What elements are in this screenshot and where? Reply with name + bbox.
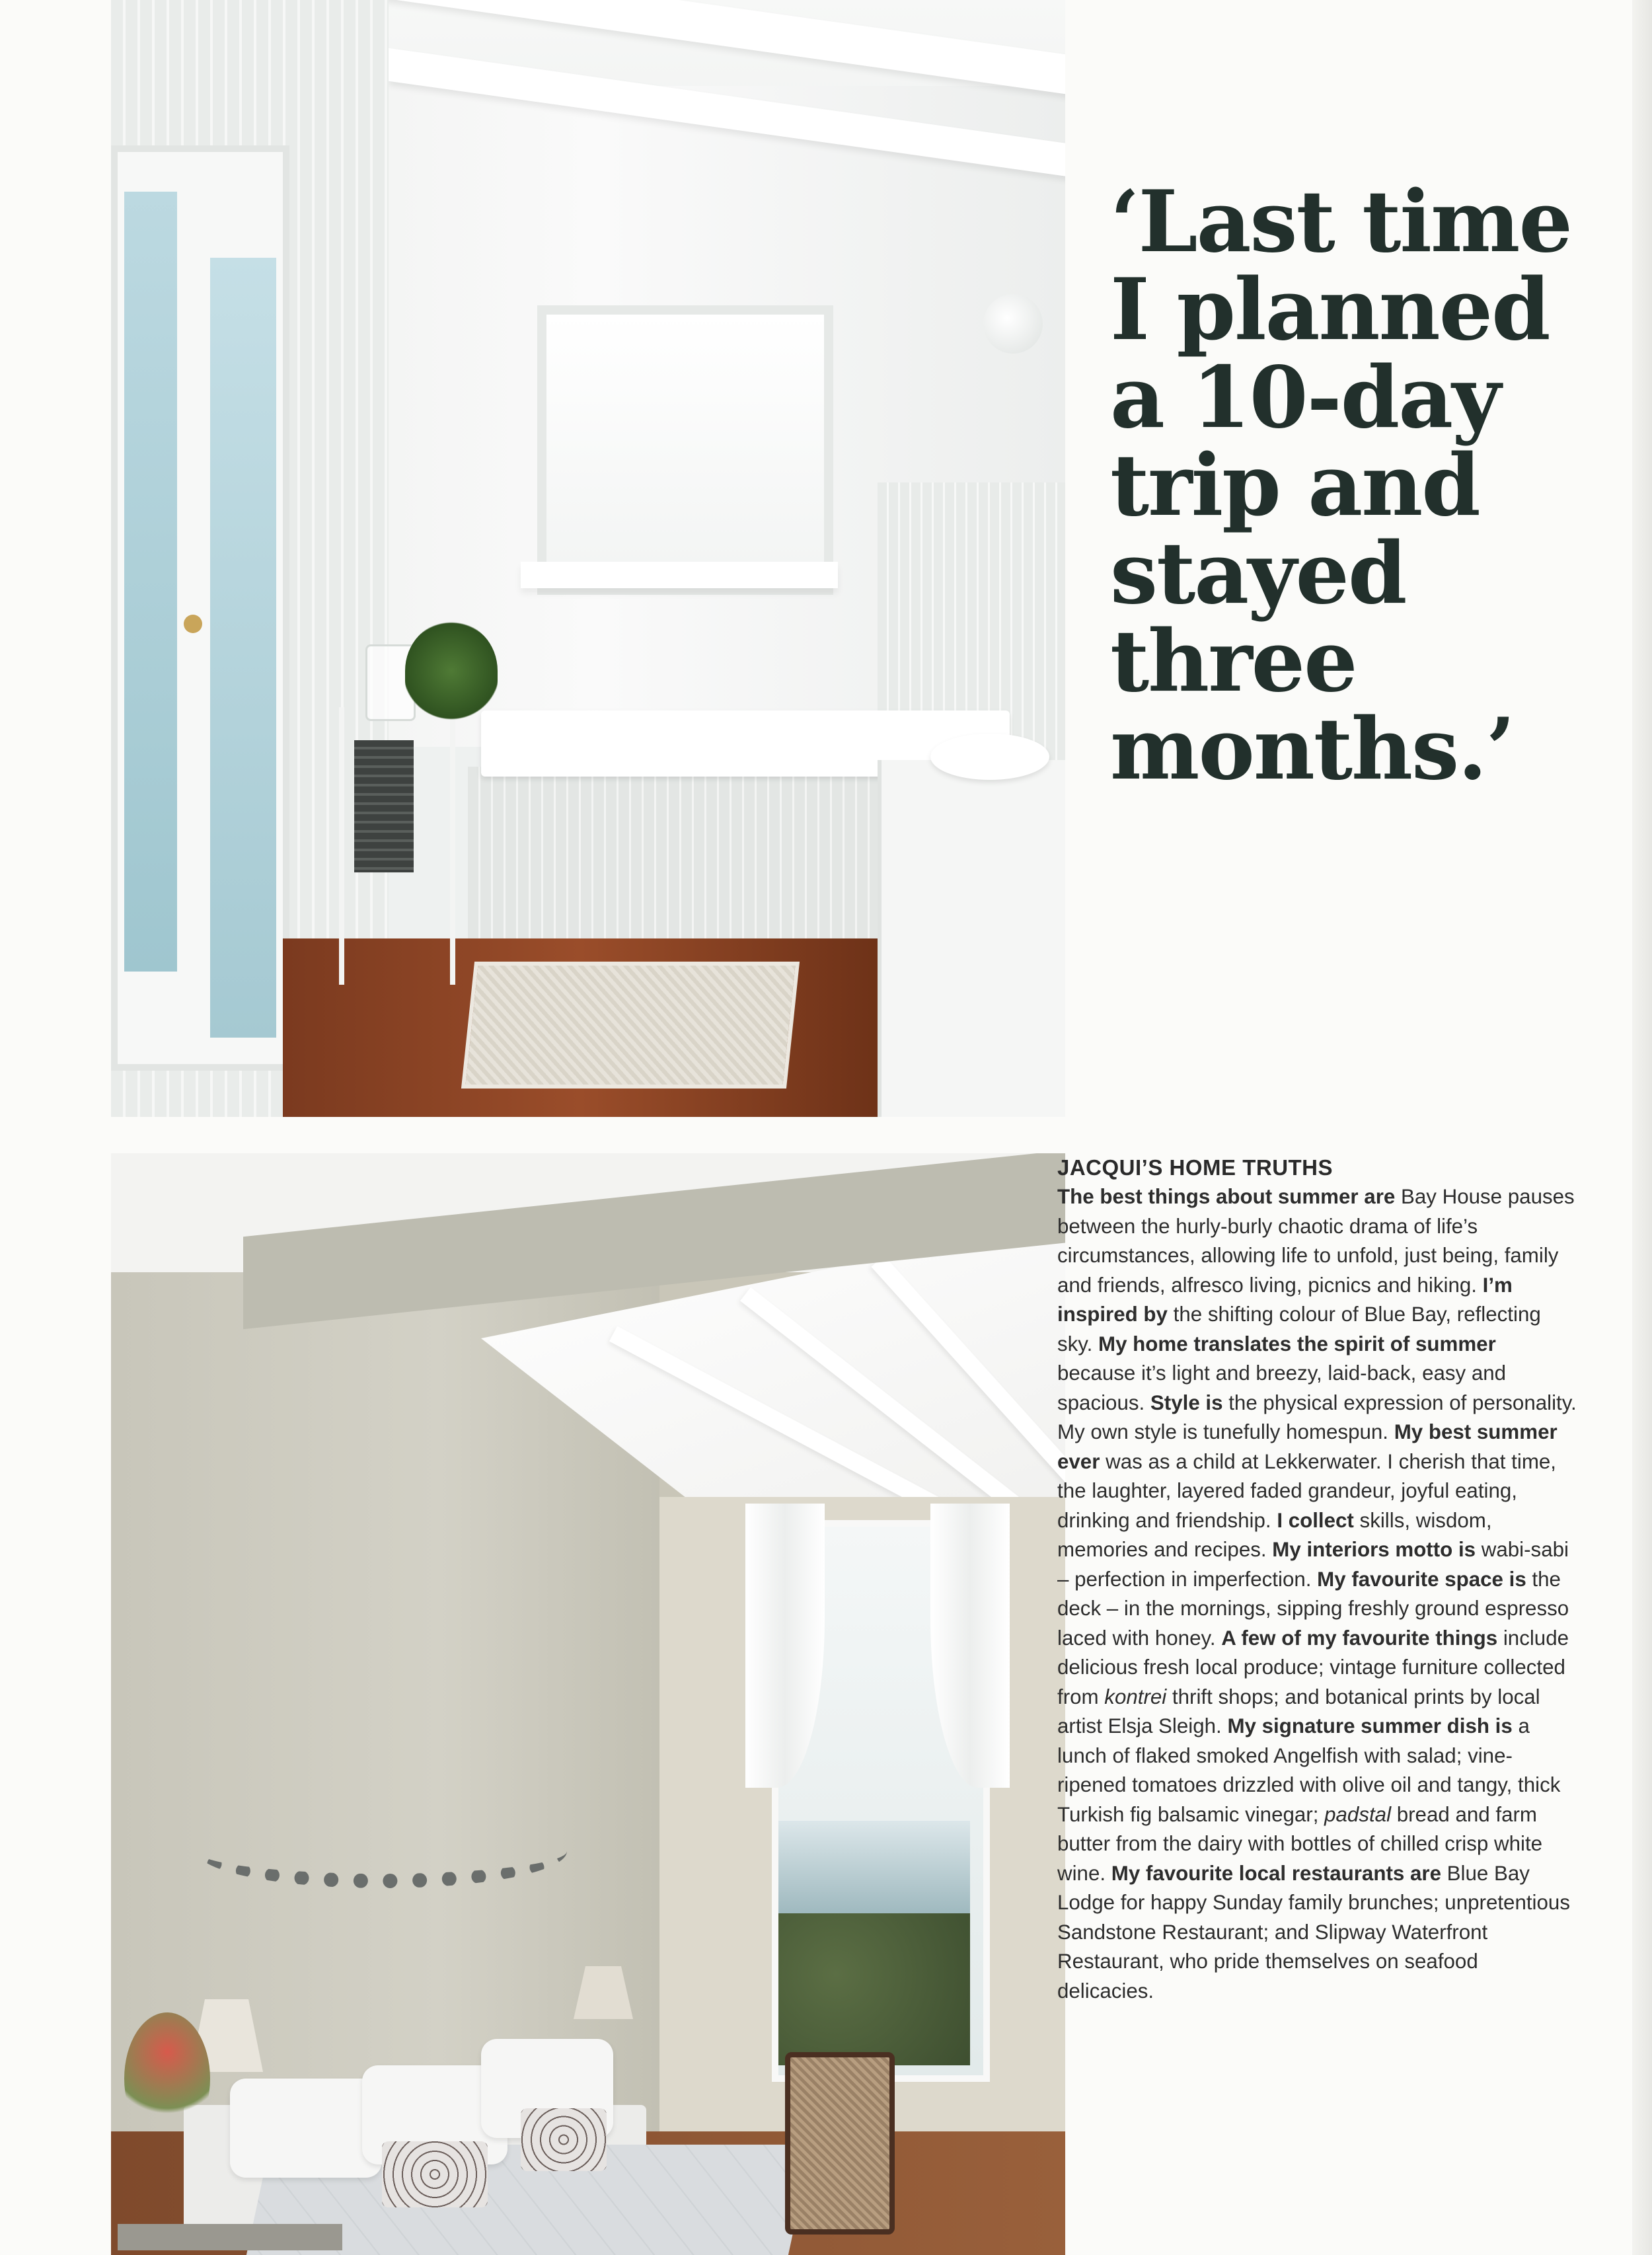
quote-line: months.’	[1110, 700, 1515, 799]
body-text: thrift shops; and botanical prints by local artist Elsja Sleigh.	[1057, 1685, 1540, 1738]
plant-icon	[405, 621, 498, 720]
bedroom-photo	[111, 1153, 1065, 2255]
glass-door	[111, 145, 289, 1071]
wash-basin	[930, 734, 1049, 780]
quote-line: ‘Last time	[1110, 172, 1571, 272]
home-truths-body	[1057, 1182, 1579, 2006]
lead-in: A few of my favourite things	[1221, 1626, 1498, 1650]
stone-garland	[197, 1814, 567, 1888]
body-text: was as a child at Lekkerwater. I cherish that time, the laughter, layered faded grandeur, joyful eating, drinking and friendship.	[1057, 1449, 1556, 1532]
floral-cushion	[521, 2108, 607, 2171]
home-truths-column	[1057, 1153, 1579, 2006]
flowers-icon	[124, 2012, 210, 2145]
armchair	[785, 2052, 895, 2235]
quote-line: I planned	[1110, 260, 1550, 360]
page-edge-shadow	[1632, 0, 1652, 2255]
quote-line: a 10-day	[1110, 348, 1500, 447]
lead-in: I collect	[1277, 1508, 1354, 1532]
pull-quote	[1110, 172, 1612, 799]
door-glass-pane	[210, 258, 276, 1038]
lead-in: My signature summer dish is	[1227, 1714, 1513, 1738]
door-glass-pane	[124, 192, 177, 972]
body-text: the physical expression of personality. My own style is tunefully homespun.	[1057, 1391, 1577, 1443]
body-text: Bay House pauses between the hurly-burly chaotic drama of life’s circumstances, allowing life to unfold, just being, family and friends, alfresco living, picnics and hiking.	[1057, 1185, 1575, 1297]
vanity-counter	[878, 760, 1065, 1117]
lead-in: My interiors motto is	[1272, 1538, 1476, 1561]
bathtub-panel	[468, 767, 944, 945]
italic-term: padstal	[1324, 1802, 1392, 1826]
floral-cushion	[382, 2141, 488, 2207]
quote-line: trip and	[1110, 436, 1480, 535]
body-text: bread and farm butter from the dairy with bottles of chilled crisp white wine.	[1057, 1802, 1543, 1885]
garden-view	[778, 1913, 970, 2065]
bedside-table	[118, 2224, 342, 2250]
lead-in: The best things about summer are	[1057, 1185, 1396, 1208]
wall-lamp-icon	[983, 294, 1043, 354]
lead-in: My home translates the spirit of summer	[1098, 1332, 1496, 1356]
body-text: a lunch of flaked smoked Angelfish with salad; vine-ripened tomatoes drizzled with olive oil and tangy, thick Turkish fig balsamic vinegar;	[1057, 1714, 1561, 1826]
bath-mat	[461, 962, 800, 1089]
body-text: the shifting colour of Blue Bay, reflecting sky.	[1057, 1303, 1541, 1356]
body-text: skills, wisdom, memories and recipes.	[1057, 1508, 1492, 1561]
lead-in: My favourite local restaurants are	[1111, 1861, 1441, 1885]
quote-line: three	[1110, 612, 1357, 711]
lead-in: My favourite space is	[1317, 1567, 1526, 1591]
towel	[354, 740, 414, 872]
italic-term: kontrei	[1104, 1685, 1167, 1708]
body-text: Blue Bay Lodge for happy Sunday family brunches; unpretentious Sandstone Restaurant; and Slipway Waterfront Restaurant, who pride themselves on seafood delicacies.	[1057, 1861, 1570, 2003]
door-knob	[184, 615, 202, 633]
body-text: wabi-sabi – perfection in imperfection.	[1057, 1538, 1569, 1591]
body-text: the deck – in the mornings, sipping freshly ground espresso laced with honey.	[1057, 1567, 1569, 1650]
quote-line: stayed	[1110, 524, 1406, 623]
lead-in: I’m inspired by	[1057, 1273, 1513, 1326]
home-truths-title: JACQUI’S HOME TRUTHS	[1057, 1155, 1333, 1180]
sea-view	[778, 1821, 970, 1913]
pillow	[230, 2079, 382, 2178]
window-sill	[521, 562, 838, 588]
bathroom-photo	[111, 0, 1065, 1117]
lead-in: My best summer ever	[1057, 1420, 1558, 1473]
lead-in: Style is	[1150, 1391, 1223, 1414]
body-text: because it’s light and breezy, laid-back, easy and spacious.	[1057, 1361, 1507, 1414]
bathroom-window	[537, 305, 833, 595]
body-text: include delicious fresh local produce; vintage furniture collected from	[1057, 1626, 1569, 1708]
